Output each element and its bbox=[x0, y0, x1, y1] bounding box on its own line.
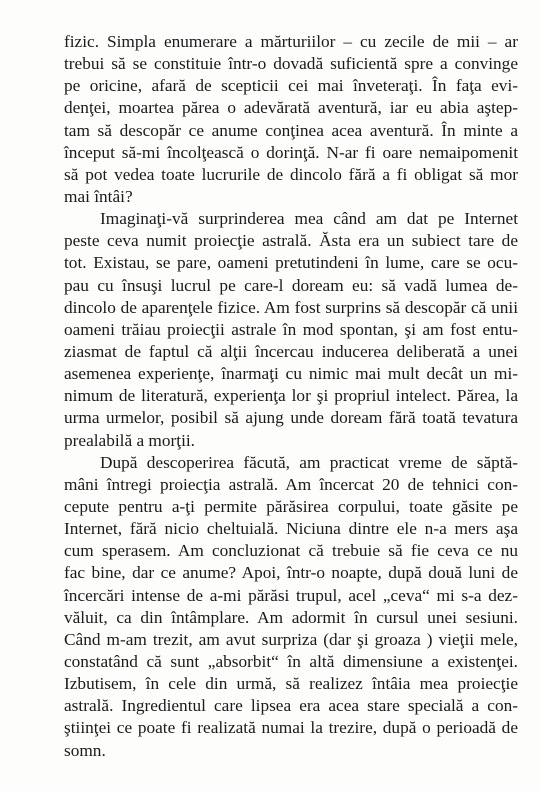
text-line: tam să descopăr ce anume conţinea acea aventură. În minte a bbox=[64, 120, 518, 140]
body-text bbox=[64, 31, 518, 762]
text-line: prealabilă a morţii. bbox=[64, 430, 195, 450]
paragraph-3 bbox=[64, 452, 518, 762]
text-line: constatând că sunt „absorbit“ în altă dimensiune a existenţei. bbox=[64, 651, 518, 671]
text-line: început să-mi încolţească o dorinţă. N-ar fi oare nemaipomenit bbox=[64, 142, 518, 162]
text-line: astrală. Ingredientul care lipsea era acea stare specială a con- bbox=[64, 696, 518, 716]
text-line: nimum de literatură, experienţa lor şi propriul intelect. Părea, la bbox=[64, 386, 518, 406]
text-line: dincolo de aparenţele fizice. Am fost surprins să descopăr că unii bbox=[64, 297, 518, 317]
text-line: văluit, ca din întâmplare. Am adormit în cursul unei sesiuni. bbox=[64, 607, 518, 627]
text-line: pau cu însuşi lucrul pe care-l doream eu: să vadă lumea de- bbox=[64, 275, 518, 295]
text-line: pe oricine, afară de scepticii cei mai înveteraţi. În faţa evi- bbox=[64, 76, 518, 96]
text-line: mâni întregi proiecţia astrală. Am încercat 20 de tehnici con- bbox=[64, 474, 518, 494]
text-line: asemenea experienţe, înarmaţi cu nimic mai mult decât un mi- bbox=[64, 364, 518, 384]
text-line: mai întâi? bbox=[64, 186, 133, 206]
text-line: ziasmat de faptul că alţii încercau inducerea deliberată a unei bbox=[64, 341, 518, 361]
text-line: trebui să se constituie într-o dovadă suficientă spre a convinge bbox=[64, 54, 518, 74]
text-line: Internet, fără nicio cheltuială. Niciuna dintre ele n-a mers aşa bbox=[64, 519, 518, 539]
text-line: urma urmelor, posibil să ajung unde doream fără toată tevatura bbox=[64, 408, 518, 428]
text-line: somn. bbox=[64, 740, 106, 760]
paragraph-1 bbox=[64, 31, 518, 208]
text-line: încercări intense de a-mi părăsi trupul, acel „ceva“ mi s-a dez- bbox=[64, 585, 518, 605]
text-line: denţei, moartea părea o adevărată aventură, iar eu abia aştep- bbox=[64, 98, 518, 118]
text-line: Când m-am trezit, am avut surpriza (dar şi groaza ) vieţii mele, bbox=[64, 629, 518, 649]
text-line: fac bine, dar ce anume? Apoi, într-o noapte, după două luni de bbox=[64, 563, 518, 583]
text-line: Imaginaţi-vă surprinderea mea când am dat pe Internet bbox=[100, 209, 518, 229]
text-line: oameni trăiau proiecţii astrale în mod spontan, şi am fost entu- bbox=[64, 319, 518, 339]
text-line: fizic. Simpla enumerare a mărturiilor – cu zecile de mii – ar bbox=[64, 32, 518, 51]
text-line: Izbutisem, în cele din urmă, să realizez întâia mea proiecţie bbox=[64, 674, 518, 694]
text-line: să pot vedea toate lucrurile de dincolo fără a fi obligat să mor bbox=[64, 164, 518, 184]
text-line: peste ceva numit proiecţie astrală. Ăsta era un subiect tare de bbox=[64, 231, 518, 251]
text-line: tot. Existau, se pare, oameni pretutindeni în lume, care se ocu- bbox=[64, 253, 518, 273]
text-line: cum sperasem. Am concluzionat că trebuie să fie ceva ce nu bbox=[64, 541, 518, 561]
text-line: După descoperirea făcută, am practicat vreme de săptă- bbox=[100, 452, 518, 472]
paragraph-2 bbox=[64, 208, 518, 452]
text-line: cepute pentru a-ţi permite părăsirea corpului, toate găsite pe bbox=[64, 496, 518, 516]
text-line: ştiinţei ce poate fi realizată numai la trezire, după o perioadă de bbox=[64, 718, 518, 738]
